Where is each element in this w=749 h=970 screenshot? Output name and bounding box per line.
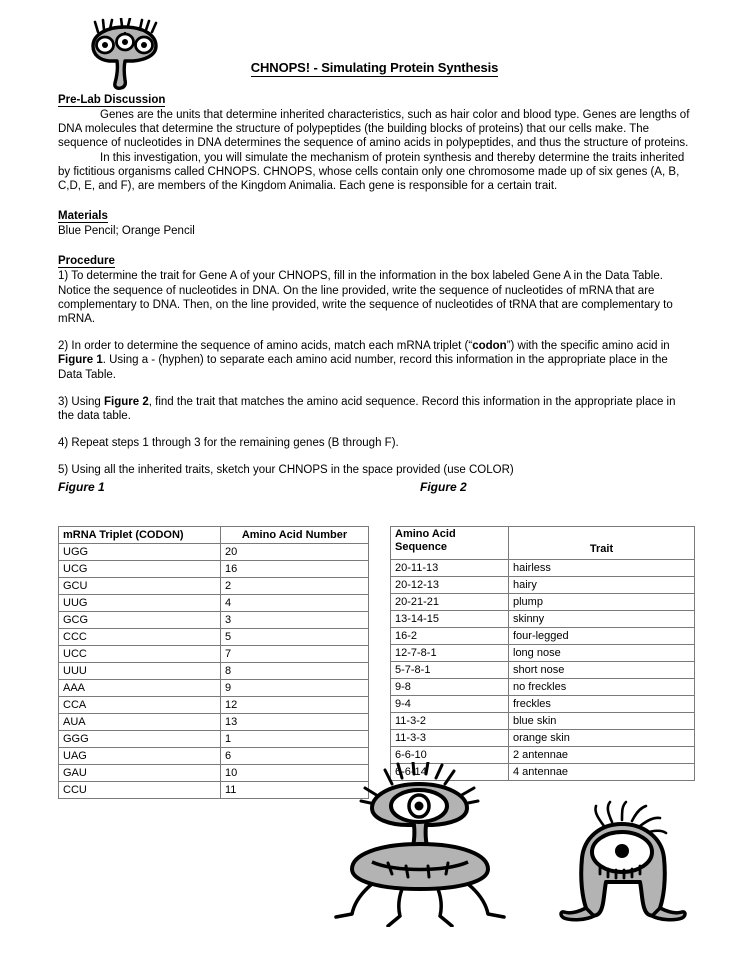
table-row xyxy=(59,765,369,782)
trait-cell: short nose xyxy=(509,662,695,679)
trait-cell: 2 antennae xyxy=(509,747,695,764)
trait-cell: hairless xyxy=(509,560,695,577)
table-row xyxy=(391,594,695,611)
one-eyed-two-legged-chnops-icon xyxy=(556,800,688,928)
table-row xyxy=(59,782,369,799)
codon-cell: UCG xyxy=(59,561,221,578)
table-row xyxy=(391,628,695,645)
trait-cell: four-legged xyxy=(509,628,695,645)
table-row xyxy=(391,577,695,594)
trait-cell: freckles xyxy=(509,696,695,713)
amino-acid-number-cell: 9 xyxy=(221,680,369,697)
amino-acid-sequence-cell: 13-14-15 xyxy=(391,611,509,628)
amino-acid-number-cell: 5 xyxy=(221,629,369,646)
amino-acid-number-cell: 10 xyxy=(221,765,369,782)
trait-cell: plump xyxy=(509,594,695,611)
figure2-header-trait: Trait xyxy=(509,527,695,560)
table-row xyxy=(391,645,695,662)
codon-cell: GAU xyxy=(59,765,221,782)
step3-figure2-ref: Figure 2 xyxy=(104,395,149,408)
table-row xyxy=(59,646,369,663)
figure1-codon-table xyxy=(58,526,369,799)
table-row xyxy=(59,714,369,731)
figure2-label: Figure 2 xyxy=(420,479,467,494)
amino-acid-sequence-cell: 6-6-14 xyxy=(391,764,509,781)
table-row xyxy=(59,561,369,578)
figure2-header-line2: Sequence xyxy=(395,541,447,553)
trait-cell: 4 antennae xyxy=(509,764,695,781)
document-header xyxy=(0,0,749,92)
amino-acid-sequence-cell: 20-21-21 xyxy=(391,594,509,611)
amino-acid-number-cell: 11 xyxy=(221,782,369,799)
procedure-step-2 xyxy=(58,339,694,382)
materials-text: Blue Pencil; Orange Pencil xyxy=(58,225,195,238)
figure2-trait-table xyxy=(390,526,695,781)
amino-acid-number-cell: 2 xyxy=(221,578,369,595)
table-header-row xyxy=(391,527,695,560)
trait-cell: blue skin xyxy=(509,713,695,730)
trait-cell: long nose xyxy=(509,645,695,662)
trait-cell: skinny xyxy=(509,611,695,628)
amino-acid-sequence-cell: 16-2 xyxy=(391,628,509,645)
table-row xyxy=(59,697,369,714)
table-row xyxy=(391,696,695,713)
figure2-header-line1: Amino Acid xyxy=(395,528,456,540)
amino-acid-sequence-cell: 11-3-3 xyxy=(391,730,509,747)
codon-cell: AAA xyxy=(59,680,221,697)
codon-cell: UGG xyxy=(59,544,221,561)
amino-acid-sequence-cell: 5-7-8-1 xyxy=(391,662,509,679)
figure1-label: Figure 1 xyxy=(58,479,105,494)
table-row xyxy=(59,612,369,629)
table-row xyxy=(59,680,369,697)
table-row xyxy=(391,662,695,679)
table-row xyxy=(391,679,695,696)
amino-acid-number-cell: 7 xyxy=(221,646,369,663)
codon-cell: GCU xyxy=(59,578,221,595)
table-row xyxy=(59,629,369,646)
codon-cell: UAG xyxy=(59,748,221,765)
three-eyed-chnops-head-icon xyxy=(84,18,166,90)
codon-cell: GCG xyxy=(59,612,221,629)
amino-acid-sequence-cell: 20-12-13 xyxy=(391,577,509,594)
materials-heading: Materials xyxy=(58,210,108,223)
table-row xyxy=(391,730,695,747)
amino-acid-number-cell: 1 xyxy=(221,731,369,748)
table-row xyxy=(59,595,369,612)
amino-acid-number-cell: 16 xyxy=(221,561,369,578)
amino-acid-sequence-cell: 9-4 xyxy=(391,696,509,713)
trait-cell: orange skin xyxy=(509,730,695,747)
amino-acid-sequence-cell: 20-11-13 xyxy=(391,560,509,577)
amino-acid-number-cell: 12 xyxy=(221,697,369,714)
codon-cell: CCA xyxy=(59,697,221,714)
amino-acid-number-cell: 3 xyxy=(221,612,369,629)
step2-text-c: . Using a - (hyphen) to separate each amino acid number, record this information in the appropriate place in the Data Table. xyxy=(58,354,668,381)
step2-text-b: ”) with the specific amino acid in xyxy=(506,340,670,353)
table-row xyxy=(59,544,369,561)
trait-cell: hairy xyxy=(509,577,695,594)
step2-text-a: 2) In order to determine the sequence of amino acids, match each mRNA triplet (“ xyxy=(58,340,473,353)
table-row xyxy=(59,663,369,680)
amino-acid-number-cell: 6 xyxy=(221,748,369,765)
one-eyed-four-legged-chnops-icon xyxy=(332,762,510,927)
amino-acid-number-cell: 20 xyxy=(221,544,369,561)
step2-codon-emphasis: codon xyxy=(472,340,507,353)
step3-text-a: 3) Using xyxy=(58,395,105,408)
document-body xyxy=(58,93,694,496)
procedure-step-1: 1) To determine the trait for Gene A of your CHNOPS, fill in the information in the box labeled Gene A in the Data Table. Notice the sequence of nucleotides in DNA. On the line provided, write the sequence of nucleotides of mRNA that are complementary to DNA. Then, on the line provided, write the sequence of nucleotides of tRNA that are complementary to mRNA. xyxy=(58,270,673,326)
codon-cell: AUA xyxy=(59,714,221,731)
codon-cell: GGG xyxy=(59,731,221,748)
procedure-step-3 xyxy=(58,395,694,423)
prelab-paragraph-2: In this investigation, you will simulate the mechanism of protein synthesis and thereby determine the traits inherited by fictitious organisms called CHNOPS. CHNOPS, whose cells contain only one chromosome made up of six genes (A, B, C,D, E, and F), are members of the Kingdom Animalia. Each gene is responsible for a certain trait. xyxy=(58,151,685,193)
codon-cell: CCC xyxy=(59,629,221,646)
amino-acid-sequence-cell: 6-6-10 xyxy=(391,747,509,764)
codon-cell: CCU xyxy=(59,782,221,799)
figure1-header-codon: mRNA Triplet (CODON) xyxy=(59,527,221,544)
codon-cell: UUU xyxy=(59,663,221,680)
amino-acid-sequence-cell: 9-8 xyxy=(391,679,509,696)
prelab-heading: Pre-Lab Discussion xyxy=(58,94,166,106)
page-title: CHNOPS! - Simulating Protein Synthesis xyxy=(250,60,499,75)
step3-text-b: , find the trait that matches the amino acid sequence. Record this information in the appropriate place in the data table. xyxy=(58,395,676,423)
table-row xyxy=(391,713,695,730)
amino-acid-number-cell: 13 xyxy=(221,714,369,731)
codon-cell: UUG xyxy=(59,595,221,612)
amino-acid-sequence-cell: 11-3-2 xyxy=(391,713,509,730)
procedure-step-5: 5) Using all the inherited traits, sketch your CHNOPS in the space provided (use COLOR) xyxy=(58,464,514,477)
amino-acid-sequence-cell: 12-7-8-1 xyxy=(391,645,509,662)
procedure-heading: Procedure xyxy=(58,255,115,268)
table-row xyxy=(391,560,695,577)
table-row xyxy=(391,611,695,628)
amino-acid-number-cell: 8 xyxy=(221,663,369,680)
table-header-row xyxy=(59,527,369,544)
procedure-step-4: 4) Repeat steps 1 through 3 for the remaining genes (B through F). xyxy=(58,437,399,450)
codon-cell: UCC xyxy=(59,646,221,663)
figure1-header-amino: Amino Acid Number xyxy=(221,527,369,544)
table-row xyxy=(391,747,695,764)
amino-acid-number-cell: 4 xyxy=(221,595,369,612)
step2-figure1-ref: Figure 1 xyxy=(58,354,103,367)
table-row xyxy=(59,578,369,595)
figure2-header-sequence xyxy=(391,527,509,560)
table-row xyxy=(59,731,369,748)
trait-cell: no freckles xyxy=(509,679,695,696)
table-row xyxy=(59,748,369,765)
prelab-paragraph-1: Genes are the units that determine inherited characteristics, such as hair color and blood type. Genes are lengths of DNA molecules that determine the structure of polypeptides (the building blocks of proteins) that our cells make. The sequence of nucleotides in DNA determines the sequence of amino acids in polypeptides, and thus the structure of proteins. xyxy=(58,109,690,150)
figure-labels-row xyxy=(58,480,694,496)
